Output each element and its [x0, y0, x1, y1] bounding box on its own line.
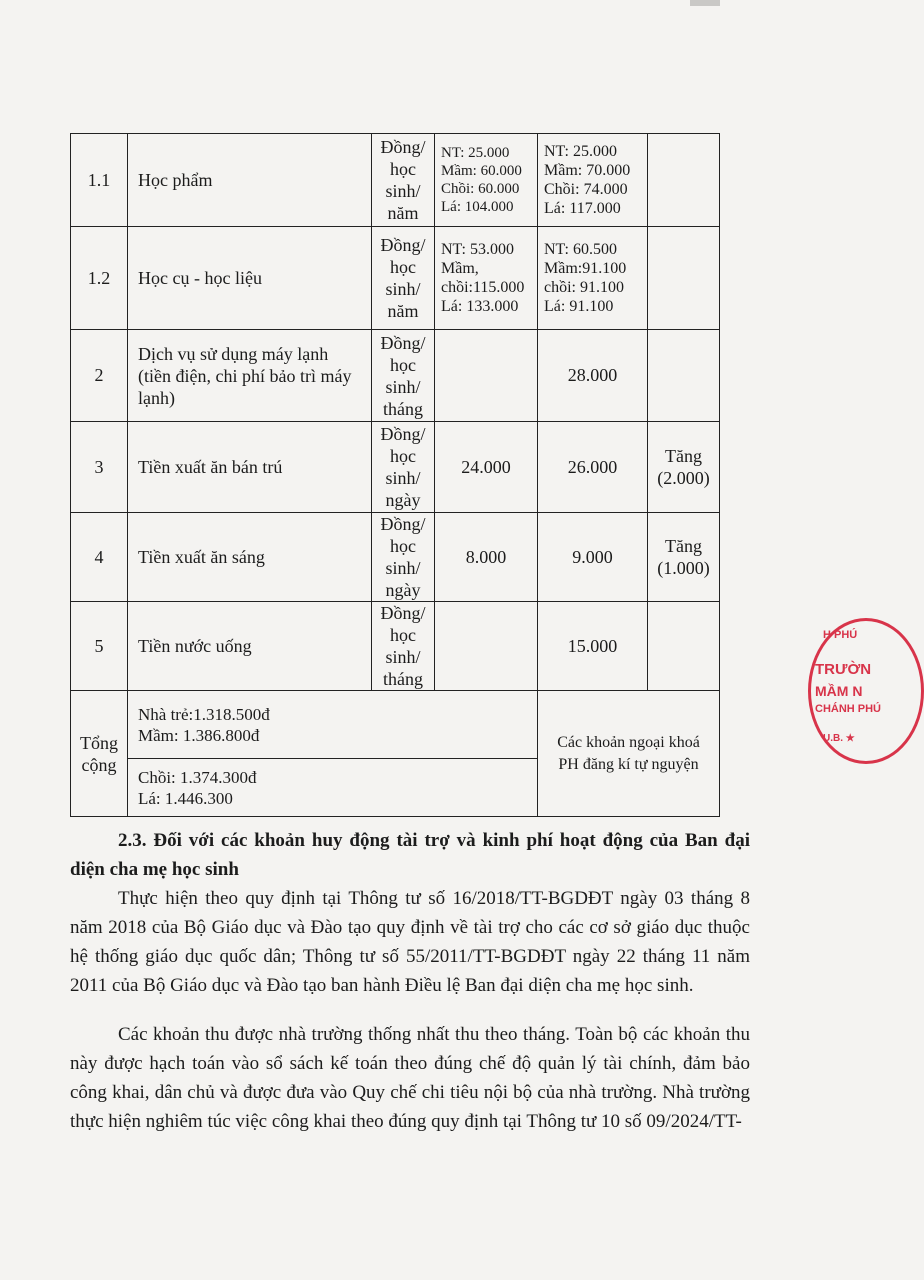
table-row [71, 602, 720, 691]
new-fee: NT: 60.500 Mầm:91.100 chồi: 91.100 Lá: 91.100 [538, 227, 648, 330]
fee-name: Tiền xuất ăn bán trú [128, 422, 372, 513]
fee-unit: Đồng/ học sinh/ ngày [372, 513, 435, 602]
new-fee: 9.000 [538, 513, 648, 602]
paragraph-regulation: Thực hiện theo quy định tại Thông tư số 16/2018/TT-BGDĐT ngày 03 tháng 8 năm 2018 của Bộ Giáo dục và Đào tạo quy định về tài trợ cho các cơ sở giáo dục thuộc hệ thống giáo dục quốc dân; Thông tư số 55/2011/TT-BGDĐT ngày 22 tháng 11 năm 2011 của Bộ Giáo dục và Đào tạo ban hành Điều lệ Ban đại diện cha mẹ học sinh. [70, 888, 750, 996]
section-heading: 2.3. Đối với các khoản huy động tài trợ và kinh phí hoạt động của Ban đại diện cha mẹ học sinh [70, 830, 750, 880]
fee-unit: Đồng/ học sinh/ tháng [372, 330, 435, 422]
fee-note [648, 134, 720, 227]
new-fee: NT: 25.000 Mầm: 70.000 Chồi: 74.000 Lá: 117.000 [538, 134, 648, 227]
total-values-bottom: Chồi: 1.374.300đ Lá: 1.446.300 [128, 759, 538, 817]
extracurricular-note: Các khoản ngoại khoá PH đăng kí tự nguyện [538, 691, 720, 817]
fee-note [648, 330, 720, 422]
fee-unit: Đồng/ học sinh/ tháng [372, 602, 435, 691]
fee-note [648, 602, 720, 691]
paragraph-collection: Các khoản thu được nhà trường thống nhất thu theo tháng. Toàn bộ các khoản thu này được hạch toán vào sổ sách kế toán theo đúng chế độ quản lý tài chính, đảm bảo công khai, dân chủ và được đưa vào Quy chế chi tiêu nội bộ của nhà trường. Nhà trường thực hiện nghiêm túc việc công khai theo đúng quy định tại Thông tư 10 số 09/2024/TT- [70, 1024, 750, 1132]
table-row [71, 227, 720, 330]
total-label: Tổng cộng [71, 691, 128, 817]
old-fee: 8.000 [435, 513, 538, 602]
table-row [71, 134, 720, 227]
fee-note: Tăng (1.000) [648, 513, 720, 602]
row-number: 5 [71, 602, 128, 691]
old-fee [435, 602, 538, 691]
row-number: 4 [71, 513, 128, 602]
new-fee: 15.000 [538, 602, 648, 691]
total-row-top [71, 691, 720, 759]
new-fee: 26.000 [538, 422, 648, 513]
old-fee: NT: 53.000 Mầm, chồi:115.000 Lá: 133.000 [435, 227, 538, 330]
fee-unit: Đồng/ học sinh/ ngày [372, 422, 435, 513]
school-stamp: H PHÚ TRƯỜN MẦM N CHÁNH PHÚ U.B. ★ [808, 618, 924, 764]
fee-table [70, 133, 720, 817]
row-number: 2 [71, 330, 128, 422]
old-fee: 24.000 [435, 422, 538, 513]
fee-unit: Đồng/ học sinh/ năm [372, 227, 435, 330]
fee-name: Tiền nước uống [128, 602, 372, 691]
row-number: 3 [71, 422, 128, 513]
page-edge-mark [690, 0, 720, 6]
fee-name: Học cụ - học liệu [128, 227, 372, 330]
row-number: 1.2 [71, 227, 128, 330]
table-row [71, 330, 720, 422]
new-fee: 28.000 [538, 330, 648, 422]
fee-name: Học phẩm [128, 134, 372, 227]
old-fee: NT: 25.000 Mầm: 60.000 Chồi: 60.000 Lá: 104.000 [435, 134, 538, 227]
table-row [71, 422, 720, 513]
fee-unit: Đồng/ học sinh/ năm [372, 134, 435, 227]
fee-name: Dịch vụ sử dụng máy lạnh (tiền điện, chi phí bảo trì máy lạnh) [128, 330, 372, 422]
row-number: 1.1 [71, 134, 128, 227]
table-row [71, 513, 720, 602]
total-values-top: Nhà trẻ:1.318.500đ Mầm: 1.386.800đ [128, 691, 538, 759]
fee-name: Tiền xuất ăn sáng [128, 513, 372, 602]
fee-note [648, 227, 720, 330]
fee-note: Tăng (2.000) [648, 422, 720, 513]
old-fee [435, 330, 538, 422]
